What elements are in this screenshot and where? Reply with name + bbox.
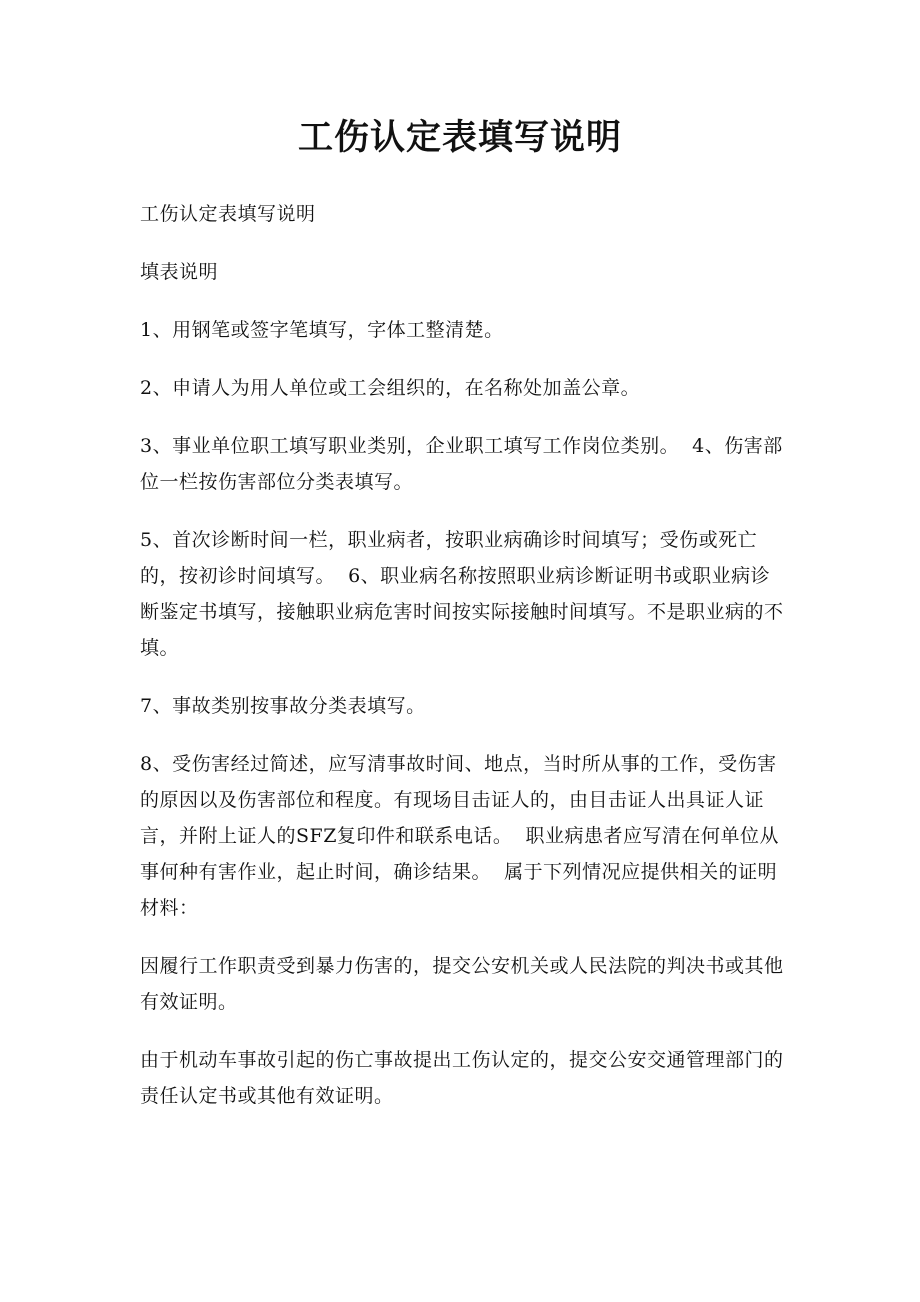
paragraph-violence-case: 因履行工作职责受到暴力伤害的，提交公安机关或人民法院的判决书或其他有效证明。 — [140, 955, 784, 1013]
paragraph-item-8: 8、受伤害经过简述，应写清事故时间、地点，当时所从事的工作，受伤害的原因以及伤害部位和程度。有现场目击证人的，由目击证人出具证人证言，并附上证人的SFZ复印件和联系电话。 职业病患者应写清在何单位从事何种有害作业，起止时间，确诊结果。 属于下列情况应提供相关的证明材料： — [140, 753, 779, 919]
paragraph-traffic-case: 由于机动车事故引起的伤亡事故提出工伤认定的，提交公安交通管理部门的责任认定书或其他有效证明。 — [140, 1049, 784, 1107]
page-title: 工伤认定表填写说明 — [297, 117, 622, 158]
paragraph-item-1: 1、用钢笔或签字笔填写，字体工整清楚。 — [140, 319, 504, 341]
paragraph-item-2: 2、申请人为用人单位或工会组织的，在名称处加盖公章。 — [140, 377, 641, 399]
paragraph-section-heading: 填表说明 — [140, 261, 219, 283]
paragraph-item-3-4: 3、事业单位职工填写职业类别，企业职工填写工作岗位类别。 4、伤害部位一栏按伤害部位分类表填写。 — [140, 435, 783, 493]
document-body — [140, 196, 785, 1136]
paragraph-subtitle: 工伤认定表填写说明 — [140, 203, 316, 225]
paragraph-item-7: 7、事故类别按事故分类表填写。 — [140, 695, 426, 717]
paragraph-item-5-6: 5、首次诊断时间一栏，职业病者，按职业病确诊时间填写；受伤或死亡的，按初诊时间填写。 6、职业病名称按照职业病诊断证明书或职业病诊断鉴定书填写，接触职业病危害时间按实际接触时间填写。不是职业病的不填。 — [140, 529, 784, 659]
